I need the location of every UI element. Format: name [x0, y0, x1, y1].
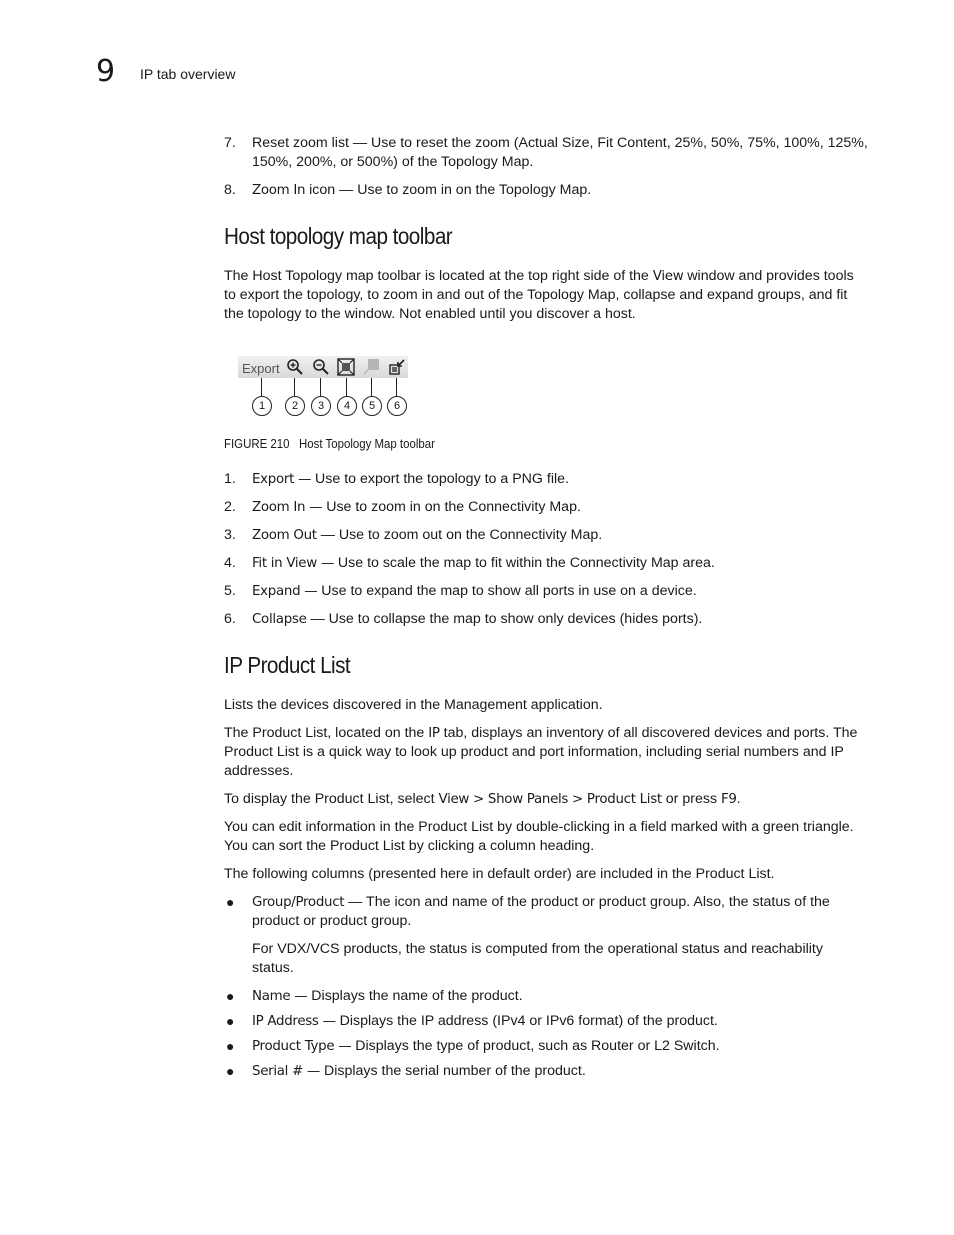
host-intro-paragraph: The Host Topology map toolbar is located at the top right side of the View window and provides tools to export the topology, to zoom in and out of the Topology Map, collapse and expand groups, and fit the topology to the window. Not enabled until you discover a host.	[224, 268, 854, 322]
list-item: ● Name — Displays the name of the product.	[226, 988, 523, 1004]
expand-icon	[362, 358, 380, 376]
paragraph: The following columns (presented here in default order) are included in the Product List.	[224, 866, 775, 882]
zoom-in-icon	[286, 358, 304, 376]
list-item: ● Serial # — Displays the serial number of the product.	[226, 1063, 586, 1079]
callout-5: 5	[362, 396, 382, 416]
collapse-icon	[388, 358, 406, 376]
toolbar-items-list	[224, 470, 868, 629]
list-term: Name —	[252, 989, 308, 1004]
toolbar-figure	[238, 356, 408, 416]
bullet: ●	[226, 1013, 235, 1029]
figure-caption	[224, 434, 435, 453]
list-text: icon — Use to zoom in on the Topology Map.	[305, 182, 592, 198]
list-term: Collapse	[252, 612, 307, 627]
list-item	[224, 134, 868, 172]
list-item: 2. Zoom In — Use to zoom in on the Connectivity Map.	[224, 499, 581, 515]
callout-line	[294, 378, 295, 396]
zoom-items-list	[224, 134, 868, 200]
export-button: Export	[242, 361, 280, 376]
list-term: Zoom In —	[252, 500, 323, 515]
fit-in-view-icon	[337, 358, 355, 376]
figure-title: Host Topology Map toolbar	[299, 436, 435, 451]
paragraph: To display the Product List, select View > Show Panels > Product List or press F9.	[224, 791, 741, 807]
list-item: 5. Expand — Use to expand the map to show all ports in use on a device.	[224, 583, 697, 599]
bullet: ●	[226, 1063, 235, 1079]
section-heading: Host topology map toolbar	[224, 223, 453, 249]
list-number: 7.	[224, 135, 236, 151]
section-heading: IP Product List	[224, 652, 351, 678]
list-item: ● Group/Product — The icon and name of the product or product group. Also, the status of the product or product group. For VDX/VCS products, the status is computed from the operational status and reachability status.	[224, 893, 868, 978]
callout-2: 2	[285, 396, 305, 416]
figure-label: FIGURE 210	[224, 436, 290, 451]
list-term: Product Type —	[252, 1039, 352, 1054]
callout-1: 1	[252, 396, 272, 416]
list-term: Expand —	[252, 584, 318, 599]
callout-line	[261, 378, 262, 396]
bullet: ●	[226, 1038, 235, 1054]
list-item: 4. Fit in View — Use to scale the map to fit within the Connectivity Map area.	[224, 555, 715, 571]
menu-path: View > Show Panels > Product List	[438, 792, 662, 807]
list-term: IP Address —	[252, 1014, 336, 1029]
shortcut-key: F9	[720, 792, 737, 807]
list-term: Export —	[252, 472, 312, 487]
callout-3: 3	[311, 396, 331, 416]
list-number: 8.	[224, 182, 236, 198]
list-item	[224, 181, 868, 200]
bullet: ●	[226, 988, 235, 1004]
chapter-title: IP tab overview	[140, 66, 236, 82]
list-item: 6. Collapse — Use to collapse the map to show only devices (hides ports).	[224, 611, 703, 627]
list-term: Fit in View —	[252, 556, 334, 571]
paragraph: Lists the devices discovered in the Management application.	[224, 697, 603, 713]
list-item: ● IP Address — Displays the IP address (IPv4 or IPv6 format) of the product.	[226, 1013, 718, 1029]
list-term: Serial # —	[252, 1064, 321, 1079]
list-text: Reset zoom list — Use to reset the zoom (Actual Size, Fit Content, 25%, 50%, 75%, 100%, 125%, 150%, 200%, or 500%) of the Topology Map.	[252, 135, 868, 170]
list-term: Zoom In	[252, 183, 306, 198]
paragraph: The Product List, located on the IP tab, displays an inventory of all discovered devices and ports. The Product List is a quick way to look up product and port information, including serial numbers and IP addresses.	[224, 725, 858, 779]
list-term: Group/Product	[252, 895, 345, 910]
callout-line	[346, 378, 347, 396]
callout-line	[396, 378, 397, 396]
paragraph: You can edit information in the Product List by double-clicking in a field marked with a green triangle. You can sort the Product List by clicking a column heading.	[224, 819, 854, 854]
columns-list	[224, 893, 868, 1081]
zoom-out-icon	[312, 358, 330, 376]
callout-4: 4	[337, 396, 357, 416]
list-item: ● Product Type — Displays the type of product, such as Router or L2 Switch.	[226, 1038, 720, 1054]
ip-term: IP	[428, 726, 440, 741]
list-item: 1. Export — Use to export the topology to a PNG file.	[224, 471, 569, 487]
callout-line	[371, 378, 372, 396]
chapter-number: 9	[96, 54, 116, 89]
callout-6: 6	[387, 396, 407, 416]
list-item: 3. Zoom Out — Use to zoom out on the Connectivity Map.	[224, 527, 603, 543]
list-sub-paragraph: For VDX/VCS products, the status is computed from the operational status and reachability status.	[252, 941, 823, 976]
view-term: View	[652, 269, 684, 284]
bullet: ●	[226, 894, 235, 910]
callout-line	[320, 378, 321, 396]
list-term: Zoom Out	[252, 528, 317, 543]
